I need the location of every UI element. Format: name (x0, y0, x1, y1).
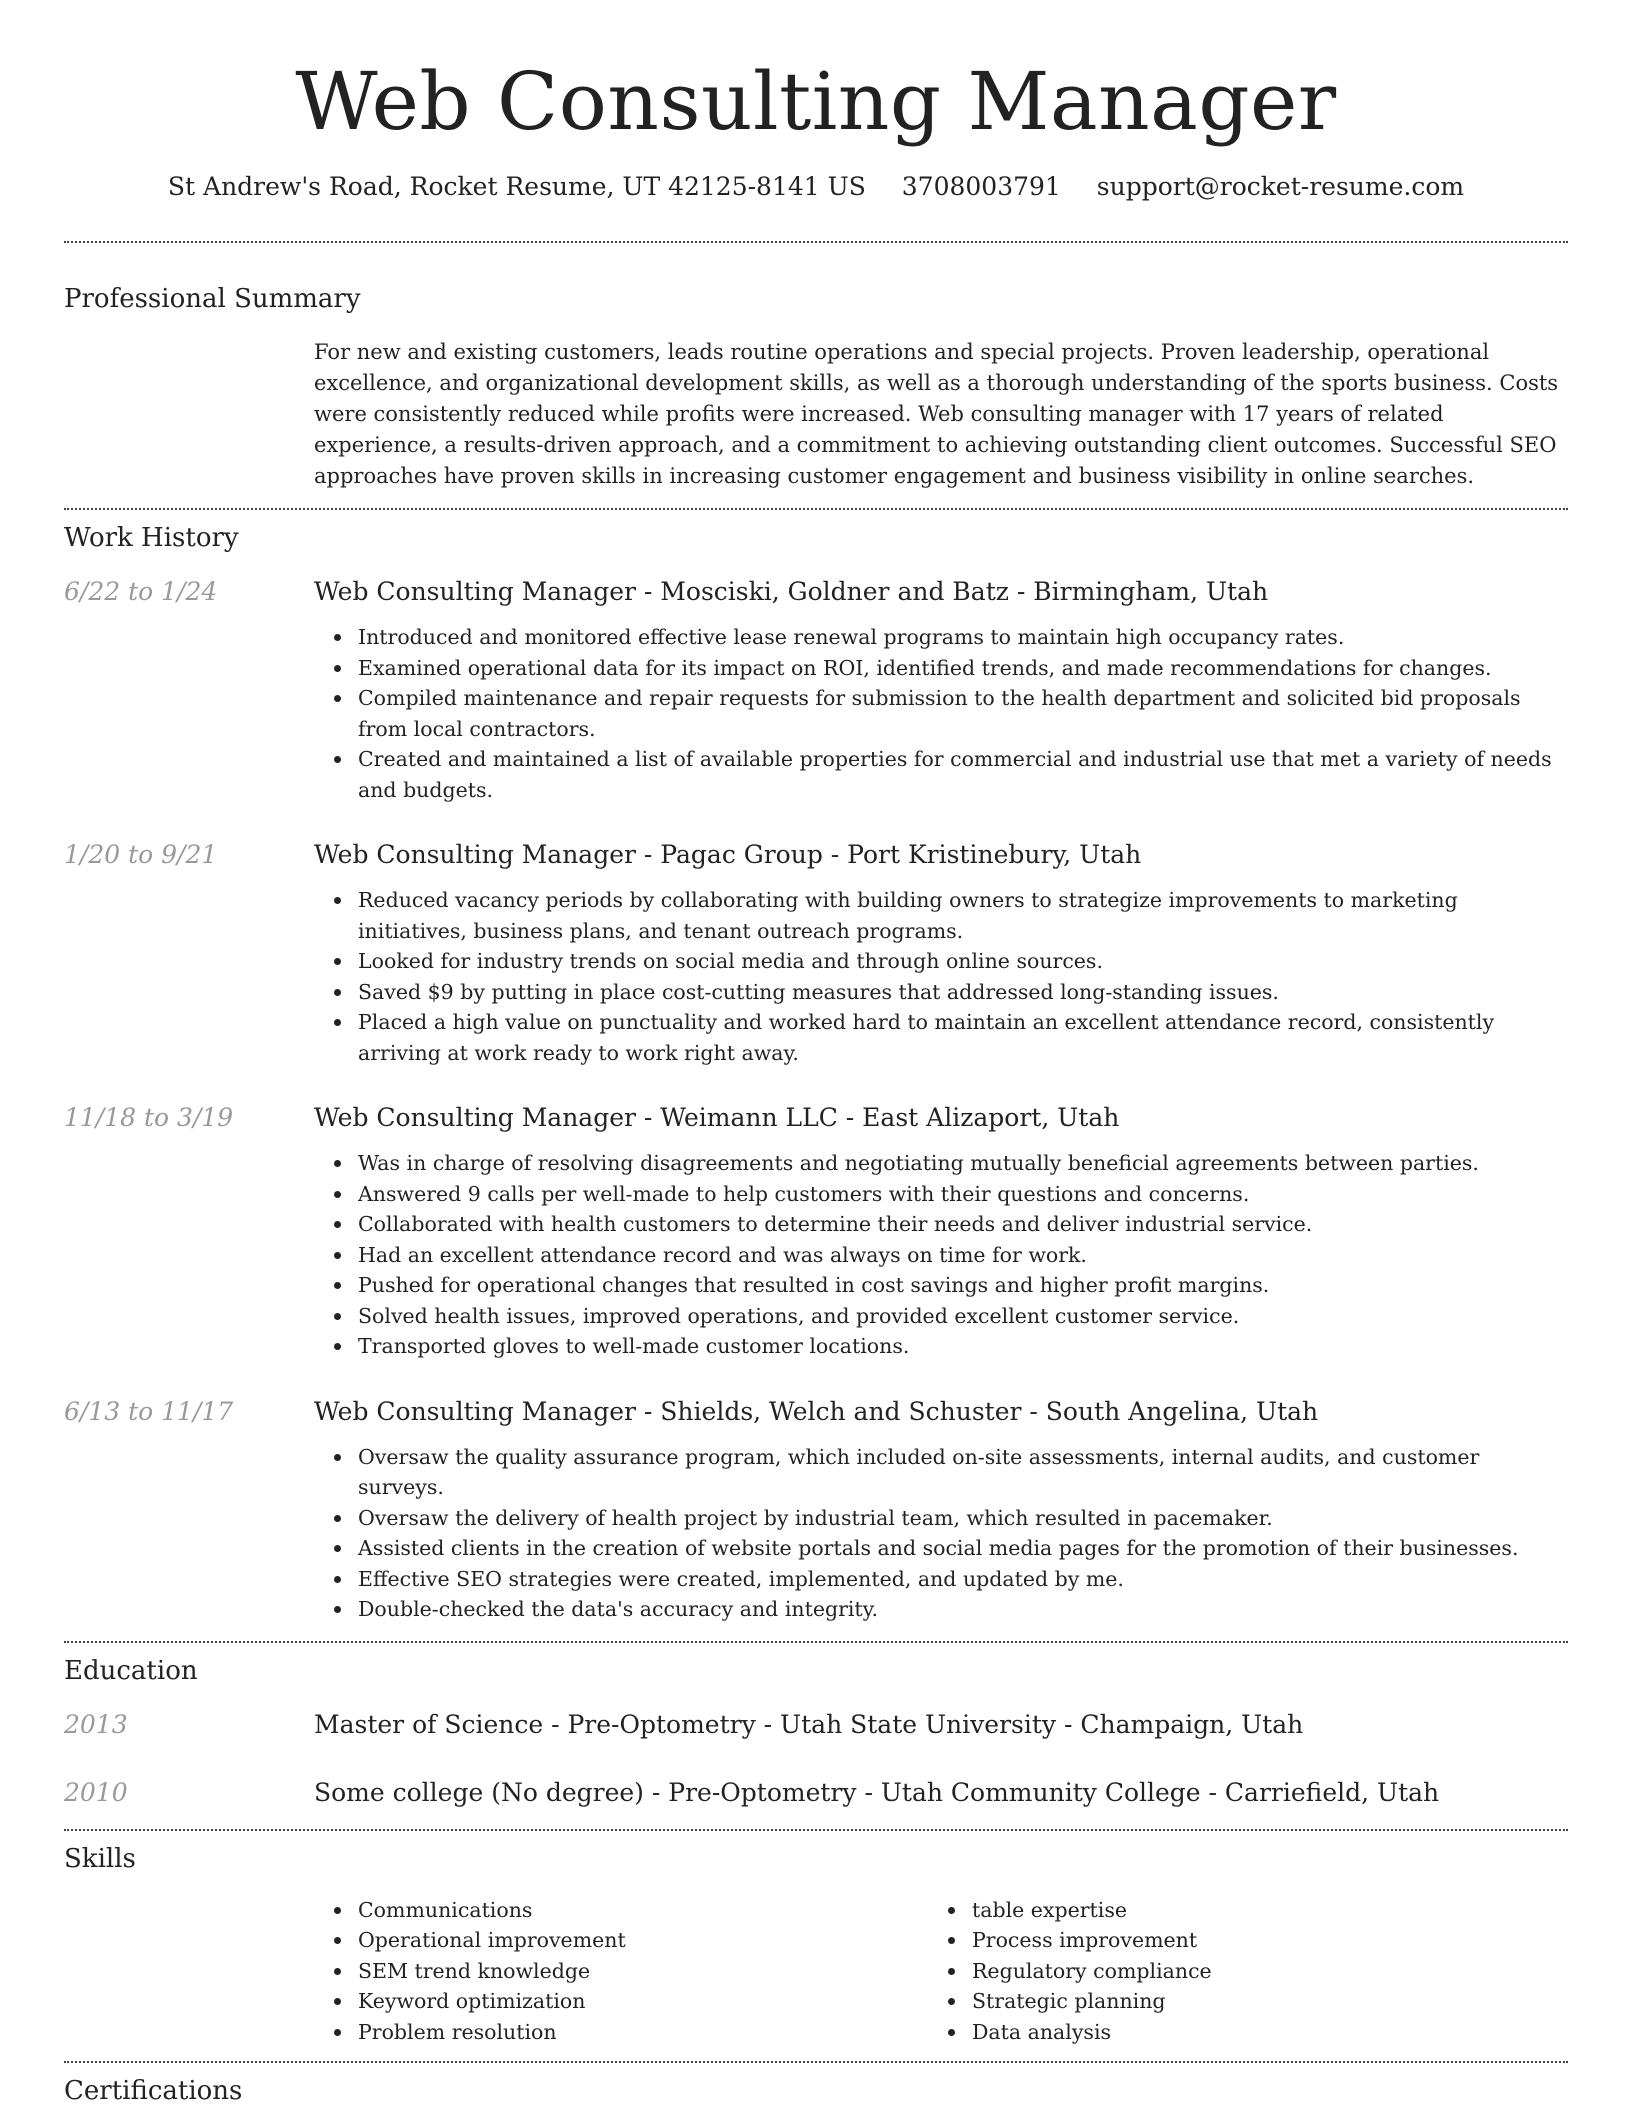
education-content (314, 1709, 1568, 1741)
list-item: Looked for industry trends on social media and through online sources. (358, 946, 1568, 977)
list-item: Data analysis (972, 2017, 1542, 2048)
job-entry (64, 576, 1568, 805)
list-item: Assisted clients in the creation of website portals and social media pages for the promotion of their businesses. (358, 1533, 1568, 1564)
education-entry (64, 1777, 1568, 1809)
education-degree: Master of Science - Pre-Optometry - Utah State University - Champaign, Utah (314, 1709, 1304, 1739)
job-entry (64, 839, 1568, 1068)
job-bullets (314, 622, 1568, 805)
education-entry (64, 1709, 1568, 1741)
list-item: SEM trend knowledge (358, 1956, 928, 1987)
job-content (314, 1396, 1568, 1625)
list-item: Introduced and monitored effective lease renewal programs to maintain high occupancy rates. (358, 622, 1568, 653)
list-item: Problem resolution (358, 2017, 928, 2048)
list-item: Transported gloves to well-made customer locations. (358, 1331, 1568, 1362)
contact-phone: 3708003791 (901, 172, 1061, 201)
resume-name: Web Consulting Manager (295, 55, 1337, 148)
skills-row (64, 1895, 1568, 2048)
list-item: Operational improvement (358, 1925, 928, 1956)
education-degree: Some college (No degree) - Pre-Optometry - Utah Community College - Carriefield, Utah (314, 1777, 1440, 1807)
job-entry (64, 1396, 1568, 1625)
list-item: Communications (358, 1895, 928, 1926)
contact-address: St Andrew's Road, Rocket Resume, UT 42125-8141 US (167, 172, 866, 201)
list-item: Examined operational data for its impact on ROI, identified trends, and made recommendations for changes. (358, 653, 1568, 684)
list-item: Collaborated with health customers to determine their needs and deliver industrial service. (358, 1209, 1568, 1240)
list-item: Double-checked the data's accuracy and integrity. (358, 1594, 1568, 1625)
section-divider (64, 1641, 1568, 1643)
job-dates: 11/18 to 3/19 (64, 1103, 234, 1132)
section-title-certifications: Certifications (64, 2076, 243, 2106)
skills-list-left (314, 1895, 928, 2048)
job-dates: 6/22 to 1/24 (64, 577, 218, 606)
section-title-work: Work History (64, 523, 239, 553)
section-title-summary: Professional Summary (64, 284, 361, 314)
list-item: Pushed for operational changes that resulted in cost savings and higher profit margins. (358, 1270, 1568, 1301)
education-year: 2010 (64, 1777, 128, 1807)
section-divider (64, 508, 1568, 510)
list-item: Regulatory compliance (972, 1956, 1542, 1987)
job-dates: 6/13 to 11/17 (64, 1396, 234, 1426)
list-item: Had an excellent attendance record and was always on time for work. (358, 1240, 1568, 1271)
section-divider (64, 1829, 1568, 1831)
job-content (314, 576, 1568, 805)
section-divider (64, 2061, 1568, 2063)
summary-spacer (64, 337, 314, 492)
contact-email: support@rocket-resume.com (1096, 172, 1465, 201)
job-bullets (314, 1148, 1568, 1362)
list-item: Answered 9 calls per well-made to help customers with their questions and concerns. (358, 1179, 1568, 1210)
job-heading: Web Consulting Manager - Mosciski, Goldner and Batz - Birmingham, Utah (314, 577, 1269, 606)
list-item: Saved $9 by putting in place cost-cutting measures that addressed long-standing issues. (358, 977, 1568, 1008)
summary-row (64, 337, 1568, 492)
skills-columns (314, 1895, 1568, 2048)
job-heading: Web Consulting Manager - Shields, Welch and Schuster - South Angelina, Utah (314, 1396, 1319, 1426)
summary-text: For new and existing customers, leads routine operations and special projects. Proven leadership, operational excellence, and organizational development skills, as well as a thorough understanding of the sports business. Costs were consistently reduced while profits were increased. Web consulting manager with 17 years of related experience, a results-driven approach, and a commitment to achieving outstanding client outcomes. Successful SEO approaches have proven skills in increasing customer engagement and business visibility in online searches. (314, 340, 1559, 488)
list-item: table expertise (972, 1895, 1542, 1926)
job-content (314, 1102, 1568, 1362)
skills-spacer (64, 1895, 314, 2048)
job-heading: Web Consulting Manager - Weimann LLC - East Alizaport, Utah (314, 1103, 1120, 1132)
section-title-skills: Skills (64, 1843, 136, 1874)
list-item: Oversaw the delivery of health project by industrial team, which resulted in pacemaker. (358, 1503, 1568, 1534)
job-dates: 1/20 to 9/21 (64, 840, 218, 869)
resume-page (64, 0, 1568, 2107)
list-item: Compiled maintenance and repair requests for submission to the health department and solicited bid proposals from local contractors. (358, 683, 1568, 744)
list-item: Solved health issues, improved operations, and provided excellent customer service. (358, 1301, 1568, 1332)
education-year: 2013 (64, 1709, 128, 1739)
job-bullets (314, 1442, 1568, 1625)
job-heading: Web Consulting Manager - Pagac Group - Port Kristinebury, Utah (314, 840, 1142, 869)
job-entry (64, 1102, 1568, 1362)
job-content (314, 839, 1568, 1068)
section-title-education: Education (64, 1655, 198, 1686)
section-divider (64, 241, 1568, 243)
list-item: Reduced vacancy periods by collaborating with building owners to strategize improvements to marketing initiatives, business plans, and tenant outreach programs. (358, 885, 1568, 946)
job-bullets (314, 885, 1568, 1068)
list-item: Placed a high value on punctuality and worked hard to maintain an excellent attendance record, consistently arriving at work ready to work right away. (358, 1007, 1568, 1068)
list-item: Was in charge of resolving disagreements and negotiating mutually beneficial agreements between parties. (358, 1148, 1568, 1179)
list-item: Oversaw the quality assurance program, which included on-site assessments, internal audits, and customer surveys. (358, 1442, 1568, 1503)
list-item: Strategic planning (972, 1986, 1542, 2017)
list-item: Keyword optimization (358, 1986, 928, 2017)
list-item: Effective SEO strategies were created, implemented, and updated by me. (358, 1564, 1568, 1595)
summary-content (314, 337, 1568, 492)
education-content (314, 1777, 1568, 1809)
list-item: Created and maintained a list of available properties for commercial and industrial use that met a variety of needs and budgets. (358, 744, 1568, 805)
skills-list-right (928, 1895, 1542, 2048)
contact-line (64, 170, 1568, 204)
list-item: Process improvement (972, 1925, 1542, 1956)
